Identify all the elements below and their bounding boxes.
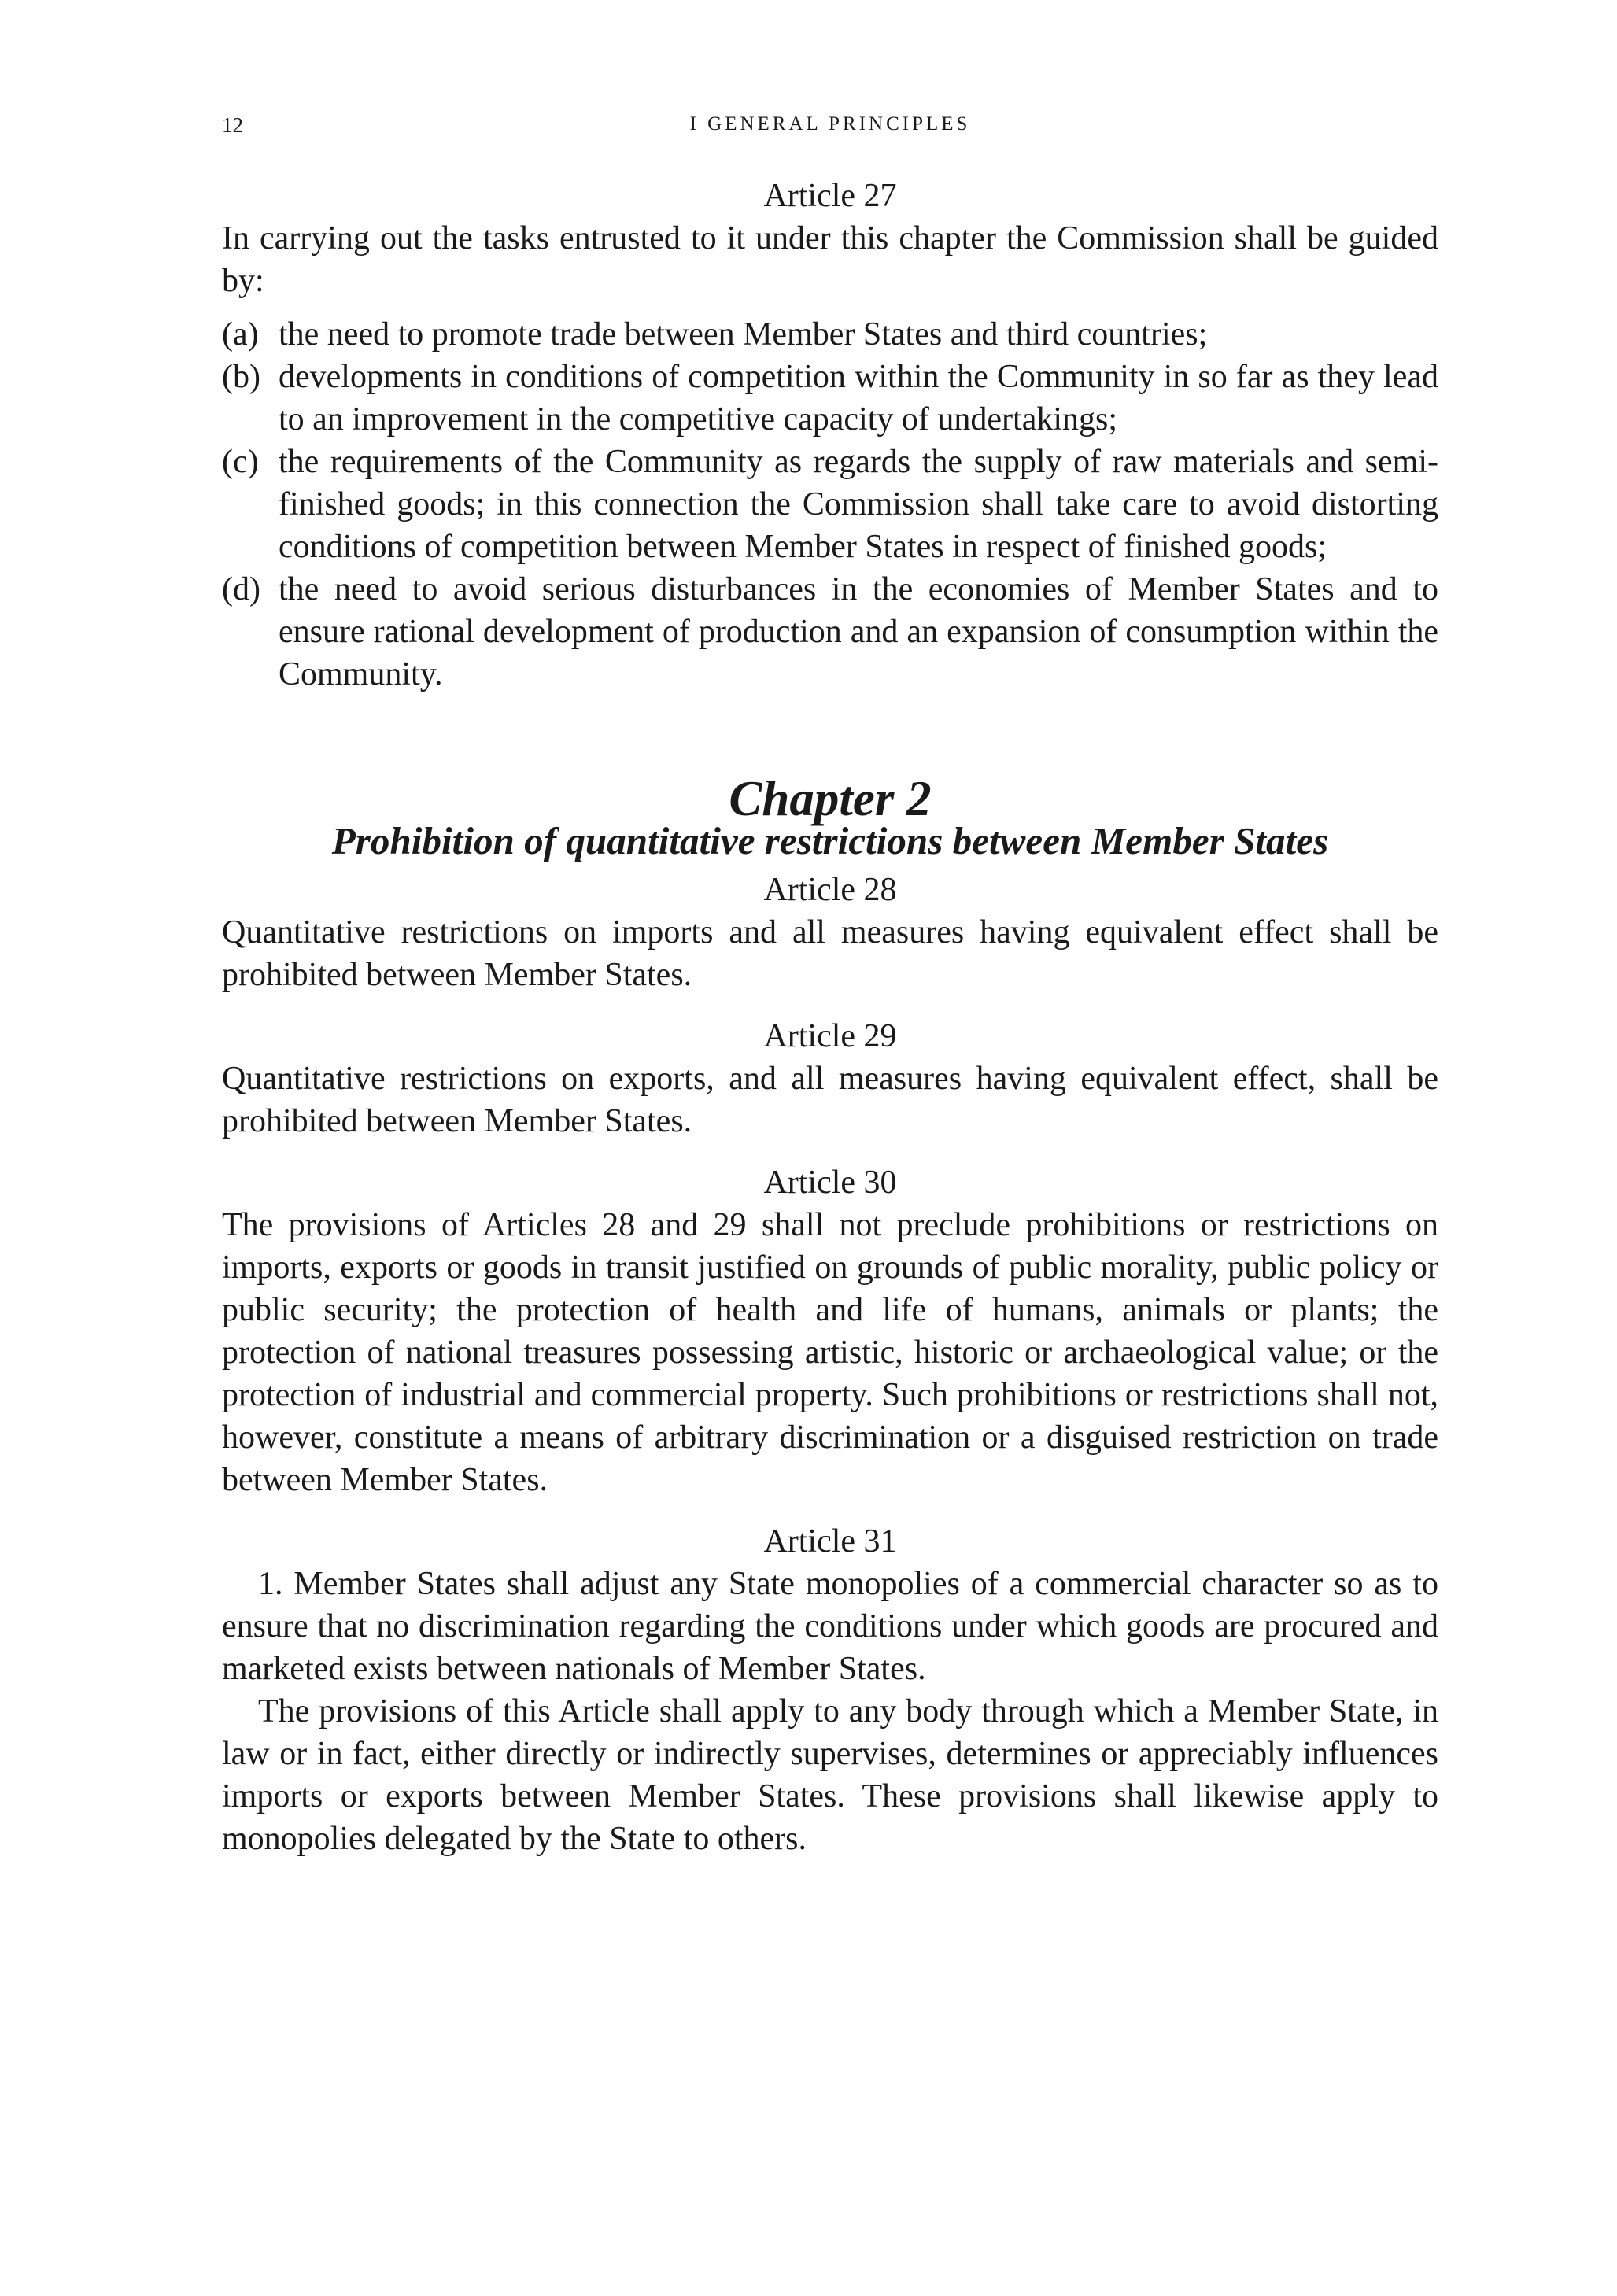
- article-30-heading: Article 30: [763, 1165, 897, 1201]
- page-number: 12: [222, 113, 243, 137]
- article-27-list: [222, 313, 1438, 696]
- running-head: [222, 113, 1438, 145]
- article-29-heading: Article 29: [763, 1018, 897, 1054]
- article-28-heading: Article 28: [763, 872, 897, 908]
- chapter-subtitle: Prohibition of quantitative restrictions between Member States: [331, 819, 1329, 862]
- list-item: [222, 441, 1438, 568]
- article-31-heading: Article 31: [763, 1523, 897, 1560]
- article-28-text: Quantitative restrictions on imports and all measures having equivalent effect shall be prohibited between Member States.: [222, 914, 1438, 993]
- list-marker: (a): [222, 316, 259, 353]
- list-item-text: the need to avoid serious disturbances in the economies of Member States and to ensure rational development of production and an expansion of consumption within the Community.: [279, 571, 1438, 692]
- list-marker: (d): [222, 571, 260, 607]
- article-30-text: The provisions of Articles 28 and 29 shall not preclude prohibitions or restrictions on imports, exports or goods in transit justified on grounds of public morality, public policy or public security; the protection of health and life of humans, animals or plants; the protection of national treasures possessing artistic, historic or archaeological value; or the protection of industrial and commercial property. Such prohibitions or restrictions shall not, however, constitute a means of arbitrary discrimination or a disguised restriction on trade between Member States.: [222, 1207, 1438, 1498]
- chapter-title: Chapter 2: [729, 771, 932, 826]
- list-item-text: the requirements of the Community as regards the supply of raw materials and semi-finished goods; in this connection the Commission shall take care to avoid distorting conditions of competition between Member States in respect of finished goods;: [279, 444, 1438, 565]
- article-27-heading: Article 27: [763, 178, 897, 214]
- article-27-intro: In carrying out the tasks entrusted to it under this chapter the Commission shall be guided by:: [222, 220, 1438, 299]
- article-31-paragraph-1: 1. Member States shall adjust any State monopolies of a commercial character so as to ensure that no discrimination regarding the conditions under which goods are procured and marketed exists between nationals of Member States.: [222, 1566, 1438, 1687]
- list-item: [222, 568, 1438, 696]
- list-item-text: developments in conditions of competition within the Community in so far as they lead to an improvement in the competitive capacity of undertakings;: [279, 359, 1438, 437]
- list-item: [222, 313, 1438, 356]
- list-item-text: the need to promote trade between Member States and third countries;: [279, 316, 1208, 353]
- list-item: [222, 356, 1438, 441]
- list-marker: (c): [222, 444, 259, 480]
- article-31-paragraph-2: The provisions of this Article shall apply to any body through which a Member State, in law or in fact, either directly or indirectly supervises, determines or appreciably influences imports or exports between Member States. These provisions shall likewise apply to monopolies delegated by the State to others.: [222, 1693, 1438, 1857]
- running-title: I GENERAL PRINCIPLES: [689, 113, 971, 135]
- body-text: [222, 175, 1438, 1860]
- article-29-text: Quantitative restrictions on exports, and all measures having equivalent effect, shall be prohibited between Member States.: [222, 1061, 1438, 1139]
- list-marker: (b): [222, 359, 260, 395]
